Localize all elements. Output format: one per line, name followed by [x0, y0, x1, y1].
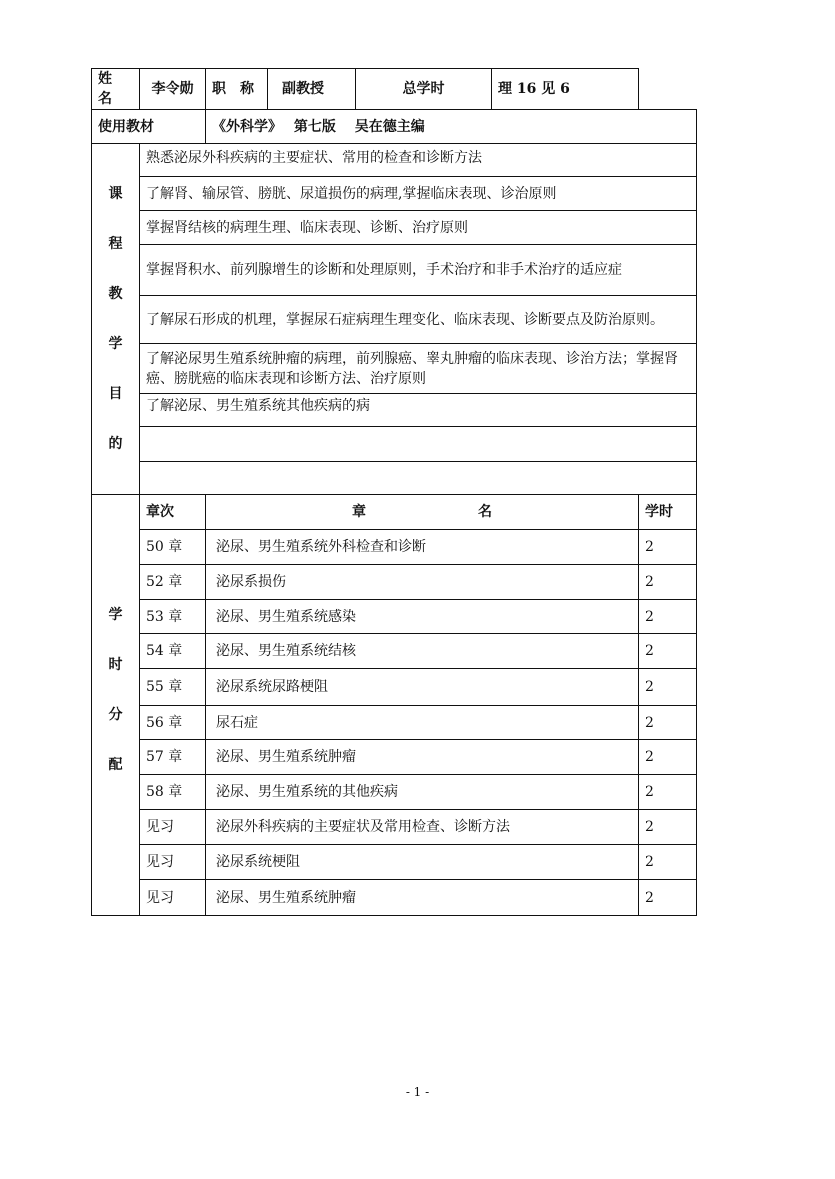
objective-row: [92, 427, 697, 462]
row-chapter: 54 章: [140, 634, 206, 669]
schedule-label-char: 配: [108, 757, 123, 773]
col-hours-header: 学时: [639, 495, 697, 530]
row-name: 泌尿、男生殖系统感染: [206, 600, 639, 634]
objectives-label-char: 课: [108, 186, 123, 202]
schedule-row: [92, 775, 697, 810]
objective-item: [140, 462, 697, 495]
objective-item: 了解肾、输尿管、膀胱、尿道损伤的病理,掌握临床表现、诊治原则: [140, 177, 697, 211]
row-name: 泌尿、男生殖系统结核: [206, 634, 639, 669]
row-hours: 2: [639, 600, 697, 634]
row-name: 泌尿外科疾病的主要症状及常用检查、诊断方法: [206, 810, 639, 845]
schedule-label: [92, 495, 140, 916]
row-name: 泌尿、男生殖系统的其他疾病: [206, 775, 639, 810]
schedule-row: [92, 845, 697, 880]
schedule-row: [92, 880, 697, 916]
objective-row: [92, 296, 697, 344]
row-hours: 2: [639, 845, 697, 880]
row-hours: 2: [639, 775, 697, 810]
schedule-label-char: 时: [108, 657, 123, 673]
row-chapter: 55 章: [140, 669, 206, 706]
objective-item: 掌握肾结核的病理生理、临床表现、诊断、治疗原则: [140, 211, 697, 245]
objective-item: 了解尿石形成的机理，掌握尿石症病理生理变化、临床表现、诊断要点及防治原则。: [140, 296, 697, 344]
row-hours: 2: [639, 810, 697, 845]
objectives-label-char: 学: [108, 336, 123, 352]
row-chapter: 53 章: [140, 600, 206, 634]
row-hours: 2: [639, 880, 697, 916]
name-label: 姓 名: [92, 69, 140, 110]
schedule-row: [92, 810, 697, 845]
row-chapter: 见习: [140, 880, 206, 916]
schedule-row: [92, 600, 697, 634]
row-name: 泌尿系损伤: [206, 565, 639, 600]
schedule-label-char: 学: [108, 607, 123, 623]
row-chapter: 57 章: [140, 740, 206, 775]
schedule-label-char: 分: [108, 707, 123, 723]
schedule-row: [92, 530, 697, 565]
row-name: 泌尿、男生殖系统肿瘤: [206, 880, 639, 916]
row-name: 泌尿、男生殖系统外科检查和诊断: [206, 530, 639, 565]
header-row: [92, 69, 697, 110]
objective-row: [92, 245, 697, 296]
row-name: 泌尿系统梗阻: [206, 845, 639, 880]
row-chapter: 见习: [140, 845, 206, 880]
textbook-label: 使用教材: [92, 110, 206, 144]
row-hours: 2: [639, 634, 697, 669]
objective-item: 掌握肾积水、前列腺增生的诊断和处理原则，手术治疗和非手术治疗的适应症: [140, 245, 697, 296]
objective-row: [92, 211, 697, 245]
row-hours: 2: [639, 565, 697, 600]
row-chapter: 50 章: [140, 530, 206, 565]
objective-row: [92, 177, 697, 211]
row-chapter: 见习: [140, 810, 206, 845]
row-name: 尿石症: [206, 706, 639, 740]
objectives-label-char: 程: [108, 236, 123, 252]
course-table: [91, 68, 697, 916]
title-value: 副教授: [268, 69, 356, 110]
row-name: 泌尿、男生殖系统肿瘤: [206, 740, 639, 775]
row-name: 泌尿系统尿路梗阻: [206, 669, 639, 706]
objective-row: [92, 144, 697, 177]
schedule-row: [92, 706, 697, 740]
schedule-row: [92, 669, 697, 706]
row-hours: 2: [639, 530, 697, 565]
schedule-row: [92, 565, 697, 600]
textbook-row: [92, 110, 697, 144]
row-hours: 2: [639, 669, 697, 706]
objectives-label: [92, 144, 140, 495]
objectives-label-char: 目: [108, 386, 123, 402]
textbook-value: 《外科学》 第七版 吴在德主编: [206, 110, 697, 144]
objective-item: 了解泌尿男生殖系统肿瘤的病理，前列腺癌、睾丸肿瘤的临床表现、诊治方法；掌握肾癌、膀胱癌的临床表现和诊断方法、治疗原则: [140, 344, 697, 394]
row-hours: 2: [639, 706, 697, 740]
row-chapter: 56 章: [140, 706, 206, 740]
objective-item: 熟悉泌尿外科疾病的主要症状、常用的检查和诊断方法: [140, 144, 697, 177]
col-chapter-header: 章次: [140, 495, 206, 530]
schedule-row: [92, 634, 697, 669]
schedule-header-row: [92, 495, 697, 530]
hours-value: 理 16 见 6: [492, 69, 639, 110]
schedule-row: [92, 740, 697, 775]
objective-item: 了解泌尿、男生殖系统其他疾病的病: [140, 394, 697, 427]
objective-row: [92, 394, 697, 427]
page-number: - 1 -: [405, 1085, 430, 1099]
objective-row: [92, 462, 697, 495]
objectives-label-char: 的: [108, 436, 123, 452]
objective-row: [92, 344, 697, 394]
row-hours: 2: [639, 740, 697, 775]
objective-item: [140, 427, 697, 462]
hours-label: 总学时: [356, 69, 492, 110]
objectives-label-char: 教: [108, 286, 123, 302]
name-value: 李令勋: [140, 69, 206, 110]
row-chapter: 58 章: [140, 775, 206, 810]
title-label: 职 称: [206, 69, 268, 110]
col-name-header: 章 名: [206, 495, 639, 530]
row-chapter: 52 章: [140, 565, 206, 600]
